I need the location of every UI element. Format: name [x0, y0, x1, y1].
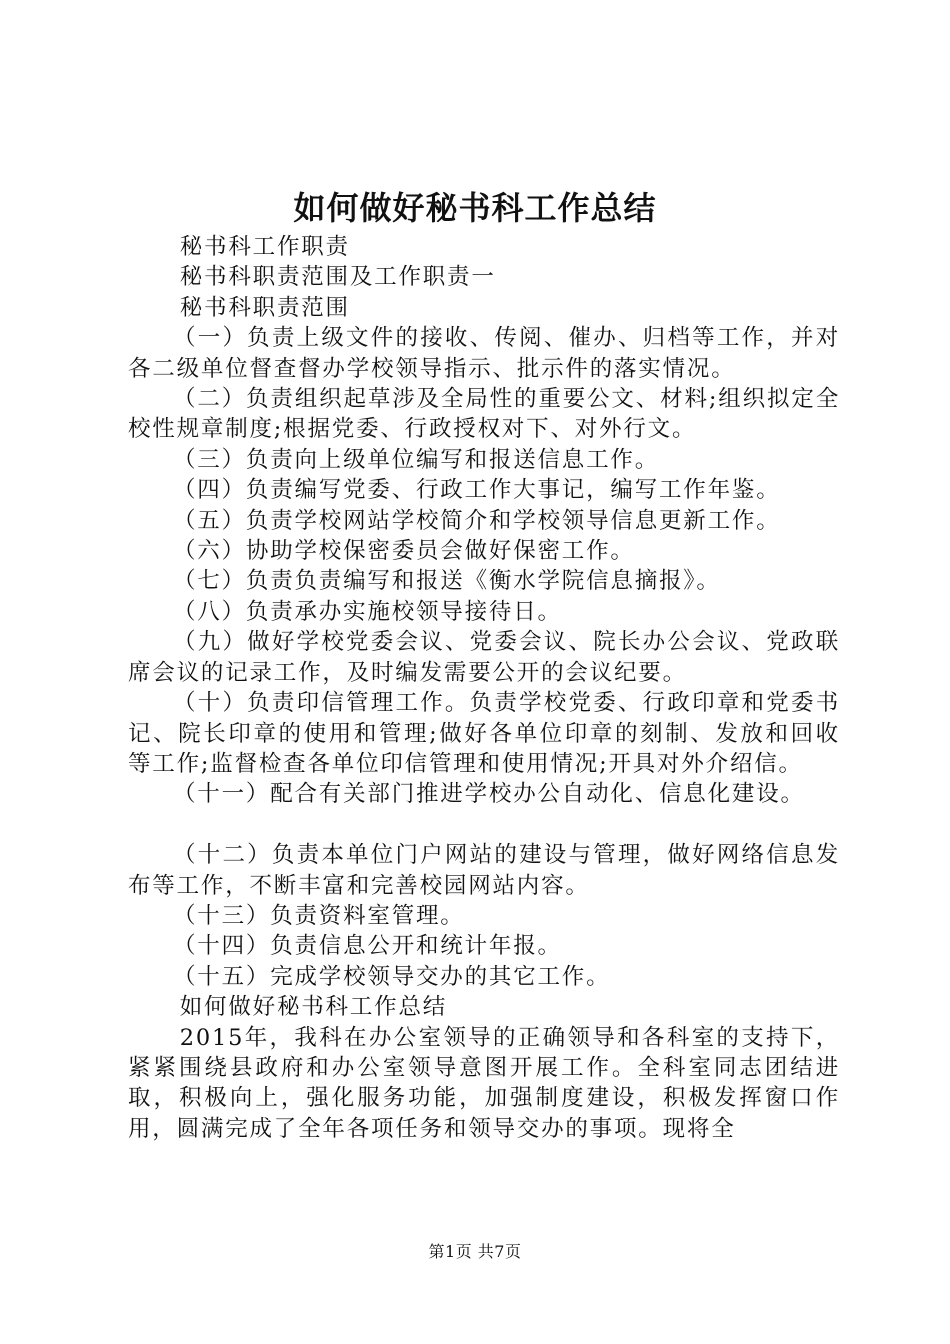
- paragraph-section-subheading: 秘书科职责范围及工作职责一: [179, 264, 496, 291]
- paragraph-duty-2: （二）负责组织起草涉及全局性的重要公文、材料;组织拟定全校性规章制度;根据党委、行政授权对下、对外行文。: [128, 386, 840, 443]
- paragraph-duty-7: （七）负责负责编写和报送《衡水学院信息摘报》。: [173, 568, 721, 595]
- paragraph-duty-12: （十二）负责本单位门户网站的建设与管理，做好网络信息发布等工作，不断丰富和完善校园网站内容。: [128, 842, 840, 899]
- paragraph-duty-9: （九）做好学校党委会议、党委会议、院长办公会议、党政联席会议的记录工作，及时编发需要公开的会议纪要。: [128, 629, 840, 686]
- paragraph-section-heading: 秘书科工作职责: [179, 234, 350, 260]
- paragraph-scope-heading: 秘书科职责范围: [179, 294, 350, 321]
- document-body: [128, 232, 840, 1144]
- paragraph-duty-10: （十）负责印信管理工作。负责学校党委、行政印章和党委书记、院长印章的使用和管理;做好各单位印章的刻制、发放和回收等工作;监督检查各单位印信管理和使用情况;开具对外介绍信。: [128, 690, 840, 777]
- paragraph-duty-4: （四）负责编写党委、行政工作大事记，编写工作年鉴。: [173, 477, 781, 504]
- paragraph-duty-11: （十一）配合有关部门推进学校办公自动化、信息化建设。: [173, 781, 805, 808]
- paragraph-summary-heading: 如何做好秘书科工作总结: [179, 994, 448, 1021]
- paragraph-duty-6: （六）协助学校保密委员会做好保密工作。: [173, 538, 635, 565]
- paragraph-duty-1: （一）负责上级文件的接收、传阅、催办、归档等工作，并对各二级单位督查督办学校领导指示、批示件的落实情况。: [128, 325, 840, 382]
- paragraph-duty-8: （八）负责承办实施校领导接待日。: [173, 598, 562, 625]
- paragraph-duty-14: （十四）负责信息公开和统计年报。: [173, 933, 562, 960]
- paragraph-duty-5: （五）负责学校网站学校简介和学校领导信息更新工作。: [173, 507, 781, 534]
- paragraph-summary-intro: 2015年，我科在办公室领导的正确领导和各科室的支持下，紧紧围绕县政府和办公室领导意图开展工作。全科室同志团结进取，积极向上，强化服务功能，加强制度建设，积极发挥窗口作用，圆满完成了全年各项任务和领导交办的事项。现将全: [128, 1024, 840, 1142]
- page-footer: 第1页 共7页: [428, 1242, 522, 1261]
- paragraph-duty-3: （三）负责向上级单位编写和报送信息工作。: [173, 446, 660, 473]
- paragraph-duty-13: （十三）负责资料室管理。: [173, 902, 465, 929]
- paragraph-duty-15: （十五）完成学校领导交办的其它工作。: [173, 963, 611, 990]
- document-title: 如何做好秘书科工作总结: [293, 189, 657, 227]
